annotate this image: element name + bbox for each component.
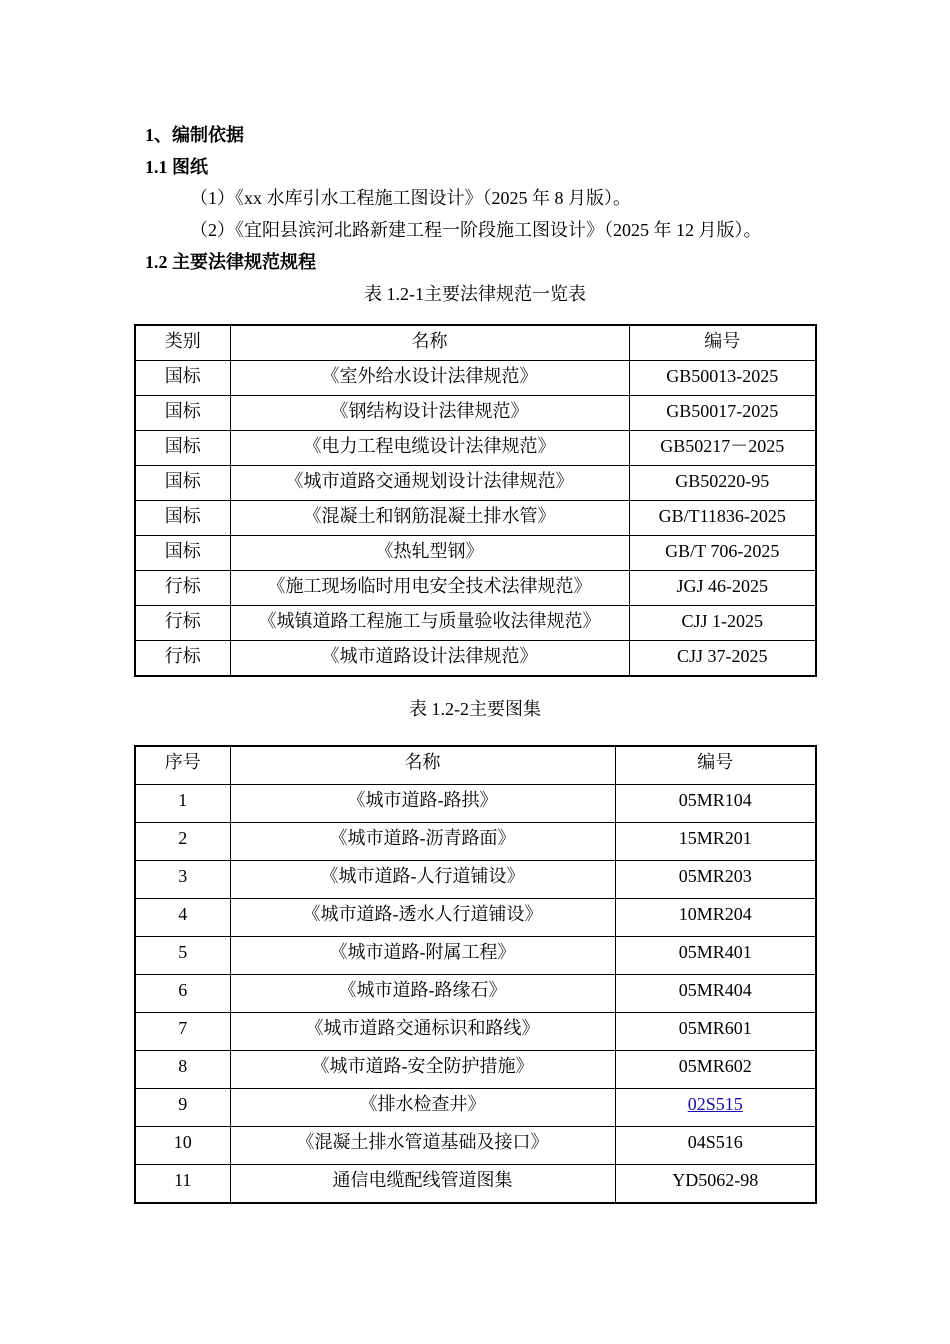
table-cell: 《施工现场临时用电安全技术法律规范》 xyxy=(230,571,629,606)
drawing-item-2: （2）《宜阳县滨河北路新建工程一阶段施工图设计》（2025 年 12 月版）。 xyxy=(190,220,762,240)
table-cell: 4 xyxy=(135,899,230,937)
atlas-code-link[interactable]: 02S515 xyxy=(687,1094,743,1114)
table-cell: 04S516 xyxy=(615,1127,816,1165)
table-cell: 通信电缆配线管道图集 xyxy=(230,1165,615,1204)
table-cell: GB50220-95 xyxy=(629,466,816,501)
table-cell: 2 xyxy=(135,823,230,861)
table-header-cell: 编号 xyxy=(629,325,816,361)
table-cell: 国标 xyxy=(135,396,230,431)
table-cell: 《城市道路-透水人行道铺设》 xyxy=(230,899,615,937)
table-cell: 《热轧型钢》 xyxy=(230,536,629,571)
table-cell: 6 xyxy=(135,975,230,1013)
table-cell: GB50013-2025 xyxy=(629,361,816,396)
table-cell: 国标 xyxy=(135,431,230,466)
table-cell: 05MR401 xyxy=(615,937,816,975)
table-header-cell: 类别 xyxy=(135,325,230,361)
table-cell: 《城镇道路工程施工与质量验收法律规范》 xyxy=(230,606,629,641)
table-cell: 《混凝土和钢筋混凝土排水管》 xyxy=(230,501,629,536)
table-cell: 行标 xyxy=(135,606,230,641)
section-heading-1-2: 1.2 主要法律规范规程 xyxy=(145,252,316,272)
table-cell: 《混凝土排水管道基础及接口》 xyxy=(230,1127,615,1165)
table-row xyxy=(135,1165,816,1204)
table-cell: 《城市道路-路拱》 xyxy=(230,785,615,823)
table-row xyxy=(135,431,816,466)
table-row xyxy=(135,823,816,861)
table-cell: 行标 xyxy=(135,571,230,606)
table-row xyxy=(135,1089,816,1127)
table-header-row xyxy=(135,325,816,361)
table-cell: 《城市道路交通标识和路线》 xyxy=(230,1013,615,1051)
table-cell: 1 xyxy=(135,785,230,823)
table-row xyxy=(135,571,816,606)
table-row xyxy=(135,641,816,677)
table-cell: 《城市道路-沥青路面》 xyxy=(230,823,615,861)
table-row xyxy=(135,536,816,571)
table-cell: 05MR602 xyxy=(615,1051,816,1089)
table1-caption: 表 1.2-1主要法律规范一览表 xyxy=(364,284,586,304)
table-row xyxy=(135,501,816,536)
table-row xyxy=(135,361,816,396)
table-cell: 《城市道路-附属工程》 xyxy=(230,937,615,975)
table-cell: 《城市道路-人行道铺设》 xyxy=(230,861,615,899)
table-cell: 《钢结构设计法律规范》 xyxy=(230,396,629,431)
table-cell: 《室外给水设计法律规范》 xyxy=(230,361,629,396)
table-cell: 《城市道路-安全防护措施》 xyxy=(230,1051,615,1089)
table-cell: 05MR404 xyxy=(615,975,816,1013)
table-header-cell: 编号 xyxy=(615,746,816,785)
table-row xyxy=(135,1013,816,1051)
table-row xyxy=(135,1127,816,1165)
table2-caption: 表 1.2-2主要图集 xyxy=(409,699,541,719)
table-cell: 10MR204 xyxy=(615,899,816,937)
table-header-cell: 序号 xyxy=(135,746,230,785)
drawing-item-1: （1）《xx 水库引水工程施工图设计》（2025 年 8 月版）。 xyxy=(190,188,631,208)
table-cell: 05MR104 xyxy=(615,785,816,823)
table-cell: 国标 xyxy=(135,466,230,501)
table-cell: 7 xyxy=(135,1013,230,1051)
table-row xyxy=(135,975,816,1013)
table-cell: 《城市道路设计法律规范》 xyxy=(230,641,629,677)
section-heading-1: 1、编制依据 xyxy=(145,125,244,145)
table-cell: JGJ 46-2025 xyxy=(629,571,816,606)
table-row xyxy=(135,861,816,899)
table-cell: 国标 xyxy=(135,361,230,396)
table-cell: 5 xyxy=(135,937,230,975)
regulations-table xyxy=(134,324,817,677)
table-cell: 《排水检查井》 xyxy=(230,1089,615,1127)
table-row xyxy=(135,785,816,823)
table-cell: CJJ 1-2025 xyxy=(629,606,816,641)
table-cell: GB50017-2025 xyxy=(629,396,816,431)
table-cell: 3 xyxy=(135,861,230,899)
table-cell: 8 xyxy=(135,1051,230,1089)
table-cell: 国标 xyxy=(135,536,230,571)
section-heading-1-1: 1.1 图纸 xyxy=(145,157,208,177)
table-cell: GB50217－2025 xyxy=(629,431,816,466)
table-row xyxy=(135,1051,816,1089)
table-cell: GB/T11836-2025 xyxy=(629,501,816,536)
table-cell: 国标 xyxy=(135,501,230,536)
table-cell: 11 xyxy=(135,1165,230,1204)
table-header-row xyxy=(135,746,816,785)
table-cell: GB/T 706-2025 xyxy=(629,536,816,571)
table-row xyxy=(135,937,816,975)
table-cell: 05MR203 xyxy=(615,861,816,899)
table-row xyxy=(135,899,816,937)
table-header-cell: 名称 xyxy=(230,325,629,361)
table-cell: 行标 xyxy=(135,641,230,677)
table-row xyxy=(135,396,816,431)
table-cell: 10 xyxy=(135,1127,230,1165)
table-cell: CJJ 37-2025 xyxy=(629,641,816,677)
table-header-cell: 名称 xyxy=(230,746,615,785)
table-row xyxy=(135,606,816,641)
table-cell: 05MR601 xyxy=(615,1013,816,1051)
table-cell xyxy=(615,1089,816,1127)
atlas-table xyxy=(134,745,817,1204)
table-row xyxy=(135,466,816,501)
table-cell: 《电力工程电缆设计法律规范》 xyxy=(230,431,629,466)
table-cell: 15MR201 xyxy=(615,823,816,861)
table-cell: 《城市道路-路缘石》 xyxy=(230,975,615,1013)
table-cell: YD5062-98 xyxy=(615,1165,816,1204)
table-cell: 9 xyxy=(135,1089,230,1127)
table-cell: 《城市道路交通规划设计法律规范》 xyxy=(230,466,629,501)
